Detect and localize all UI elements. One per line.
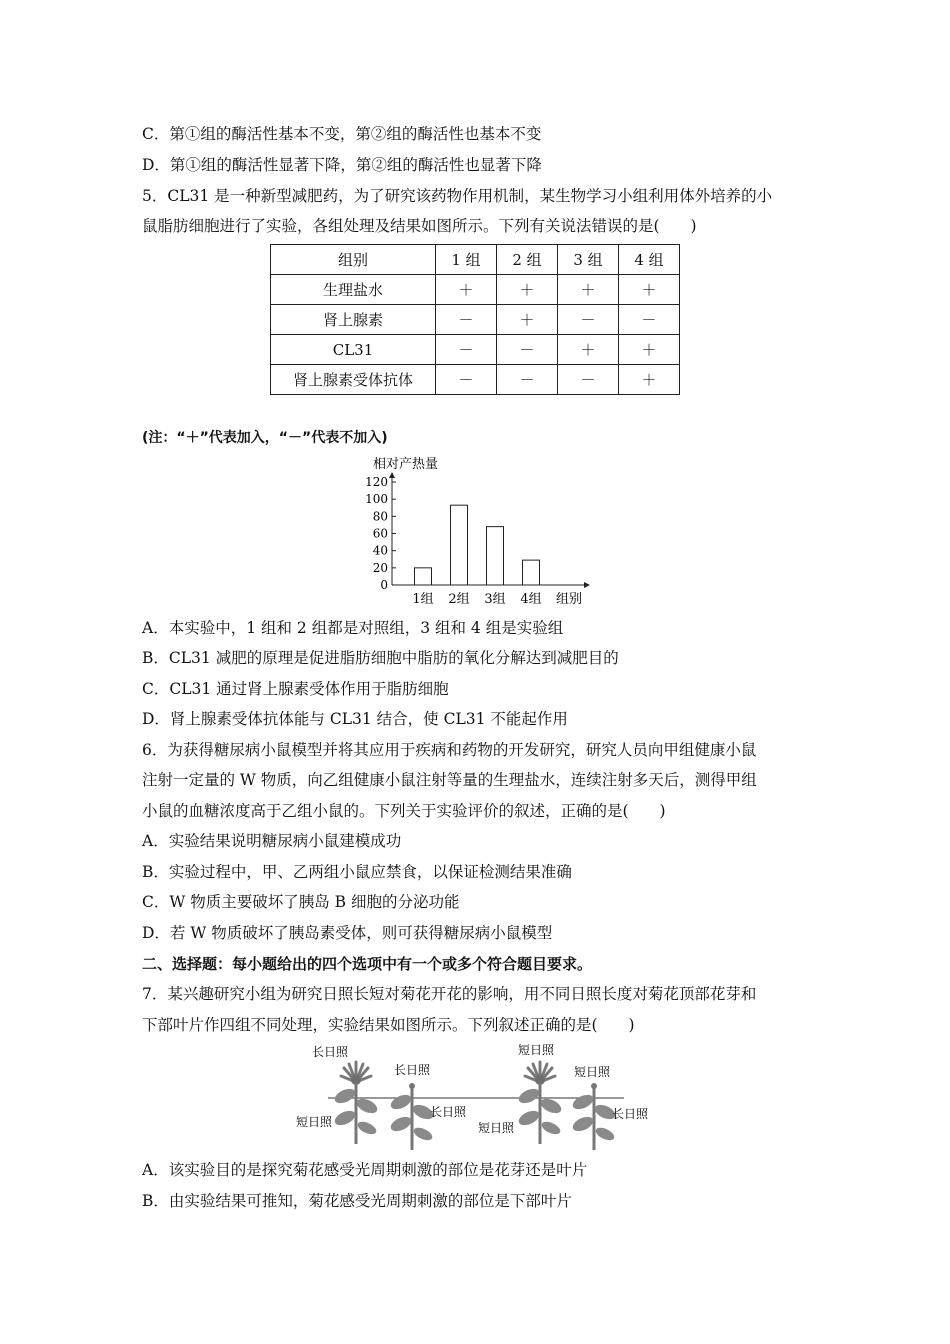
table-cell: ＋ [558,275,619,305]
table-cell: － [436,365,497,395]
q7-chrysanthemum-figure [290,1040,670,1152]
q5-stem-line1: 5．CL31 是一种新型减肥药，为了研究该药物作用机制，某生物学习小组利用体外培养的小 [142,187,773,205]
plant-3 [516,1062,563,1144]
y-tick-label: 20 [372,560,388,575]
plant-4-bottom-label: 长日照 [612,1107,649,1121]
q5-treatment-table [270,244,680,395]
x-category-label: 3组 [484,592,506,607]
q7-stem-line2: 下部叶片作四组不同处理，实验结果如图所示。下列叙述正确的是( ) [142,1016,635,1034]
table-cell: － [558,365,619,395]
table-header-cell: 4 组 [619,245,680,275]
q7-stem-line1: 7．某兴趣研究小组为研究日照长短对菊花开花的影响，用不同日照长度对菊花顶部花芽和 [142,985,757,1003]
table-cell: 肾上腺素 [271,305,436,335]
table-cell: ＋ [497,275,558,305]
q6-stem-line2: 注射一定量的 W 物质，向乙组健康小鼠注射等量的生理盐水，连续注射多天后，测得甲组 [142,771,757,789]
y-tick-label: 120 [365,475,388,489]
table-header-cell: 3 组 [558,245,619,275]
x-axis-arrow [584,582,590,588]
q5-option-b: B．CL31 减肥的原理是促进脂肪细胞中脂肪的氧化分解达到减肥目的 [142,649,619,667]
q6-option-b: B．实验过程中，甲、乙两组小鼠应禁食，以保证检测结果准确 [142,863,572,881]
plant-3-bottom-label: 短日照 [478,1121,515,1135]
q5-stem-line2: 鼠脂肪细胞进行了实验，各组处理及结果如图所示。下列有关说法错误的是( ) [142,217,697,235]
q6-stem-line3: 小鼠的血糖浓度高于乙组小鼠的。下列关于实验评价的叙述，正确的是( ) [142,802,666,820]
table-cell: ＋ [558,335,619,365]
y-tick-label: 40 [372,543,388,558]
table-cell: 生理盐水 [271,275,436,305]
q5-option-c: C．CL31 通过肾上腺素受体作用于脂肪细胞 [142,680,449,698]
x-category-label: 2组 [448,592,470,607]
plant-2-top-label: 长日照 [394,1063,431,1077]
bar-2 [451,505,468,585]
table-header-row [271,245,680,275]
y-tick-label: 80 [372,509,388,524]
y-tick-label: 100 [365,492,388,507]
table-cell: ＋ [619,275,680,305]
table-cell: ＋ [497,305,558,335]
q6-option-c: C．W 物质主要破坏了胰岛 B 细胞的分泌功能 [142,893,460,911]
plant-1-top-label: 长日照 [312,1045,349,1059]
plant-2 [388,1083,435,1150]
table-cell: － [436,335,497,365]
plant-4-top-label: 短日照 [574,1065,611,1079]
x-category-label: 4组 [520,592,542,607]
plant-1 [332,1062,379,1144]
table-row [271,365,680,395]
plant-3-top-label: 短日照 [518,1043,555,1057]
table-cell: ＋ [619,335,680,365]
bar-1 [415,568,432,585]
table-cell: CL31 [271,335,436,365]
table-cell: ＋ [619,365,680,395]
plant-1-bottom-label: 短日照 [296,1115,333,1129]
q4-option-c: C．第①组的酶活性基本不变，第②组的酶活性也基本不变 [142,125,542,143]
table-cell: － [558,305,619,335]
q6-option-a: A．实验结果说明糖尿病小鼠建模成功 [142,832,402,850]
table-cell: － [436,305,497,335]
table-cell: － [497,335,558,365]
table-cell: 肾上腺素受体抗体 [271,365,436,395]
plant-4 [570,1083,617,1150]
table-header-cell: 2 组 [497,245,558,275]
table-row [271,335,680,365]
table-header-cell: 1 组 [436,245,497,275]
q7-option-b: B．由实验结果可推知，菊花感受光周期刺激的部位是下部叶片 [142,1192,572,1210]
q6-option-d: D．若 W 物质破坏了胰岛素受体，则可获得糖尿病小鼠模型 [142,924,553,942]
q6-stem-line1: 6．为获得糖尿病小鼠模型并将其应用于疾病和药物的开发研究，研究人员向甲组健康小鼠 [142,741,757,759]
table-cell: － [619,305,680,335]
table-cell: ＋ [436,275,497,305]
table-row [271,275,680,305]
y-tick-label: 0 [380,578,388,592]
x-category-label: 1组 [412,592,434,607]
bar-4 [523,560,540,585]
y-axis-arrow [389,472,395,478]
bar-3 [487,527,504,585]
chart-xlabel: 组别 [556,592,583,607]
q5-table-note: (注：“＋”代表加入，“－”代表不加入) [142,430,388,446]
q4-option-d: D．第①组的酶活性显著下降，第②组的酶活性也显著下降 [142,156,542,174]
y-tick-label: 60 [372,526,388,541]
table-row [271,305,680,335]
table-cell: － [497,365,558,395]
chart-ylabel: 相对产热量 [373,457,439,472]
q5-option-a: A．本实验中，1 组和 2 组都是对照组，3 组和 4 组是实验组 [142,619,564,637]
q5-heat-chart [340,452,600,612]
table-header-cell: 组别 [271,245,436,275]
plant-2-bottom-label: 长日照 [430,1105,467,1119]
q5-option-d: D．肾上腺素受体抗体能与 CL31 结合，使 CL31 不能起作用 [142,710,568,728]
q7-option-a: A．该实验目的是探究菊花感受光周期刺激的部位是花芽还是叶片 [142,1161,588,1179]
section2-title: 二、选择题：每小题给出的四个选项中有一个或多个符合题目要求。 [142,955,593,973]
